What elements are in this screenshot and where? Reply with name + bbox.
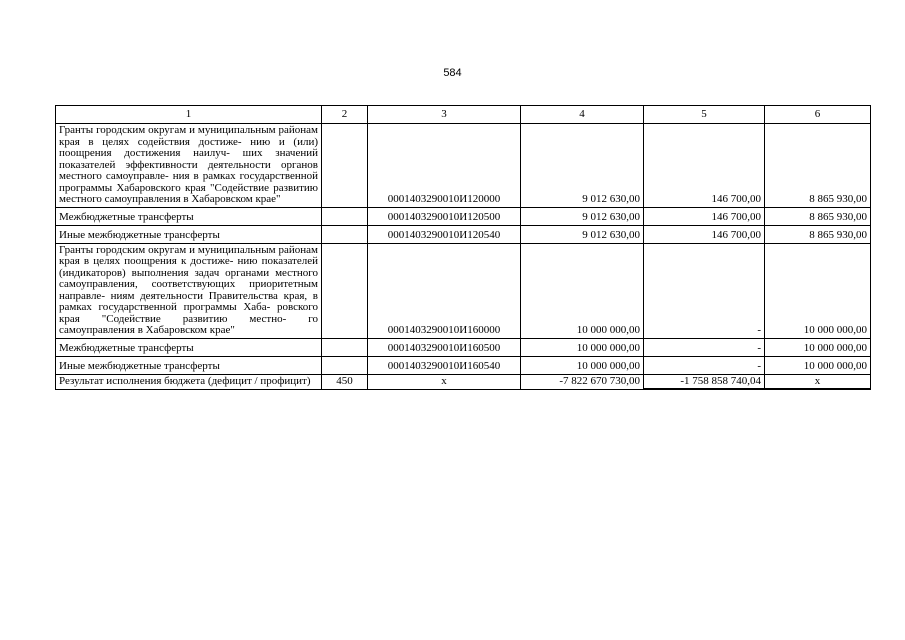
row-approved-amount: 9 012 630,00 bbox=[521, 225, 644, 243]
row-description: Межбюджетные трансферты bbox=[56, 338, 322, 356]
row-budget-code: 0001403290010И120540 bbox=[368, 225, 521, 243]
row-line-code bbox=[322, 356, 368, 374]
row-executed-amount: 146 700,00 bbox=[644, 207, 765, 225]
row-line-code bbox=[322, 225, 368, 243]
row-unexecuted-amount: 8 865 930,00 bbox=[765, 124, 871, 208]
page-number: 584 bbox=[443, 67, 462, 79]
row-description: Гранты городским округам и муниципальным районам края в целях поощрения к достиже- нию показателей (индикаторов) выполнения задач органами местного самоуправления, соответствующих приоритетным направле- ниям деятельности Правительства края, в рамках государственной программы Хаба- ровского края "Содействие развитию местно- го самоуправления в Хабаровском крае" bbox=[56, 243, 322, 338]
row-approved-amount: 9 012 630,00 bbox=[521, 207, 644, 225]
row-unexecuted-amount: 10 000 000,00 bbox=[765, 338, 871, 356]
row-executed-amount: - bbox=[644, 338, 765, 356]
column-header-2: 2 bbox=[322, 106, 368, 124]
table-row bbox=[56, 225, 871, 243]
row-line-code bbox=[322, 124, 368, 208]
table-row bbox=[56, 124, 871, 208]
row-budget-code: 0001403290010И160000 bbox=[368, 243, 521, 338]
row-unexecuted-amount: 10 000 000,00 bbox=[765, 356, 871, 374]
row-line-code bbox=[322, 243, 368, 338]
column-header-4: 4 bbox=[521, 106, 644, 124]
row-budget-code: 0001403290010И120000 bbox=[368, 124, 521, 208]
row-unexecuted-amount: 8 865 930,00 bbox=[765, 225, 871, 243]
row-executed-amount: 146 700,00 bbox=[644, 124, 765, 208]
row-executed-amount: - bbox=[644, 243, 765, 338]
row-approved-amount: 10 000 000,00 bbox=[521, 338, 644, 356]
row-approved-amount: 10 000 000,00 bbox=[521, 243, 644, 338]
row-budget-code: 0001403290010И160540 bbox=[368, 356, 521, 374]
row-unexecuted-amount: 8 865 930,00 bbox=[765, 207, 871, 225]
row-line-code bbox=[322, 207, 368, 225]
row-executed-amount: - bbox=[644, 356, 765, 374]
row-executed-amount: -1 758 858 740,04 bbox=[644, 374, 765, 389]
row-executed-amount: 146 700,00 bbox=[644, 225, 765, 243]
row-approved-amount: 9 012 630,00 bbox=[521, 124, 644, 208]
table-row bbox=[56, 207, 871, 225]
row-description: Результат исполнения бюджета (дефицит / профицит) bbox=[56, 374, 322, 389]
row-approved-amount: 10 000 000,00 bbox=[521, 356, 644, 374]
row-budget-code: 0001403290010И120500 bbox=[368, 207, 521, 225]
table-row-result bbox=[56, 374, 871, 389]
row-budget-code: 0001403290010И160500 bbox=[368, 338, 521, 356]
table-row bbox=[56, 243, 871, 338]
row-line-code bbox=[322, 338, 368, 356]
row-line-code: 450 bbox=[322, 374, 368, 389]
column-header-3: 3 bbox=[368, 106, 521, 124]
table-header-row bbox=[56, 106, 871, 124]
column-header-5: 5 bbox=[644, 106, 765, 124]
table-row bbox=[56, 356, 871, 374]
column-header-1: 1 bbox=[56, 106, 322, 124]
row-description: Гранты городским округам и муниципальным районам края в целях содействия достиже- нию и (или) поощрения достижения наилуч- ших значений показателей эффективности деятельности органов местного самоуправле- ния в рамках государственной программы Хабаровского края "Содействие развитию местного самоуправления в Хабаровском крае" bbox=[56, 124, 322, 208]
budget-execution-table bbox=[55, 105, 871, 390]
row-description: Межбюджетные трансферты bbox=[56, 207, 322, 225]
row-description: Иные межбюджетные трансферты bbox=[56, 225, 322, 243]
row-unexecuted-amount: x bbox=[765, 374, 871, 389]
row-budget-code: x bbox=[368, 374, 521, 389]
row-approved-amount: -7 822 670 730,00 bbox=[521, 374, 644, 389]
table-row bbox=[56, 338, 871, 356]
row-unexecuted-amount: 10 000 000,00 bbox=[765, 243, 871, 338]
row-description: Иные межбюджетные трансферты bbox=[56, 356, 322, 374]
column-header-6: 6 bbox=[765, 106, 871, 124]
